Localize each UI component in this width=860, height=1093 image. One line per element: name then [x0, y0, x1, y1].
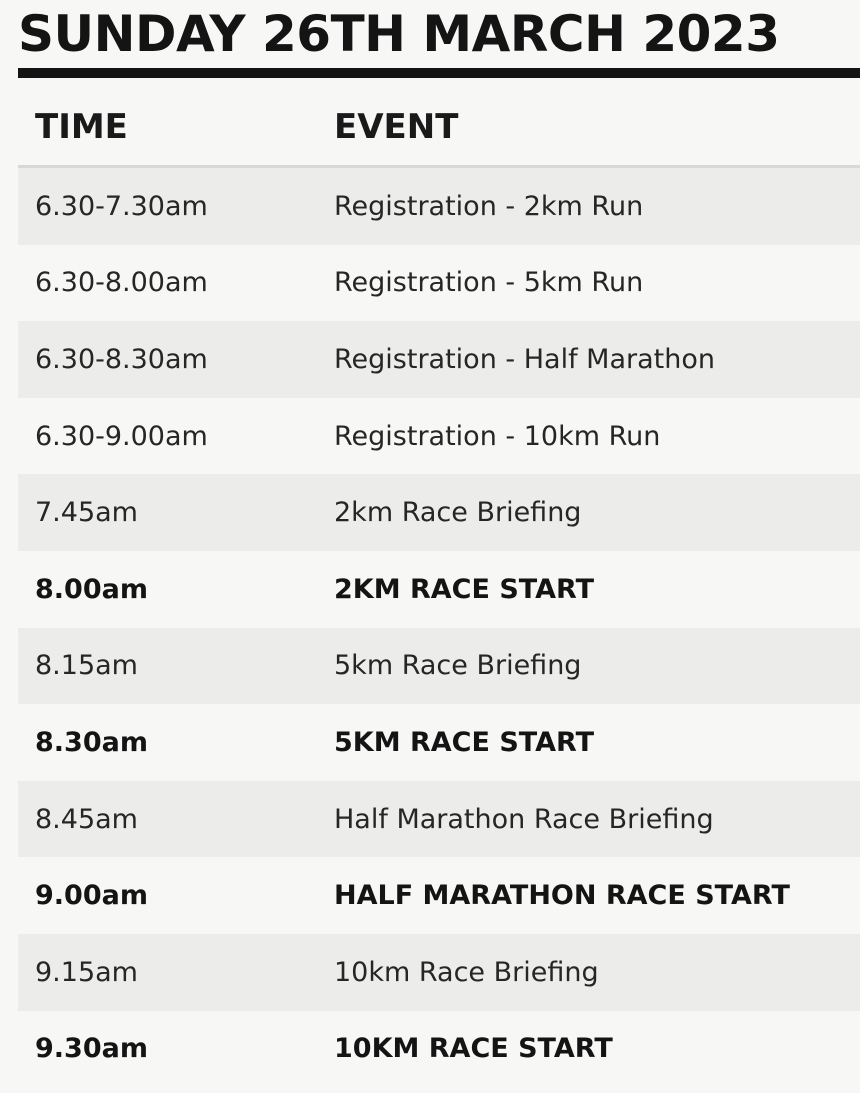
- table-header: [18, 88, 860, 168]
- schedule-table: [18, 88, 860, 1087]
- event-cell: Half Marathon Race Briefing: [334, 803, 714, 835]
- event-cell: HALF MARATHON RACE START: [334, 880, 790, 912]
- event-cell: 5KM RACE START: [334, 726, 594, 758]
- table-row: [18, 857, 860, 934]
- time-cell: 7.45am: [35, 497, 138, 529]
- table-row: [18, 321, 860, 398]
- table-row: [18, 398, 860, 475]
- time-cell: 9.15am: [35, 956, 138, 988]
- event-cell: Registration - Half Marathon: [334, 343, 715, 375]
- table-row: [18, 474, 860, 551]
- event-cell: Registration - 5km Run: [334, 267, 644, 299]
- event-cell: 10KM RACE START: [334, 1033, 613, 1065]
- time-cell: 8.15am: [35, 650, 138, 682]
- page-title: SUNDAY 26TH MARCH 2023: [18, 5, 780, 63]
- event-column-header: EVENT: [334, 106, 459, 147]
- event-cell: Registration - 10km Run: [334, 420, 661, 452]
- event-cell: 5km Race Briefing: [334, 650, 582, 682]
- time-cell: 6.30-8.30am: [35, 343, 208, 375]
- table-row: [18, 168, 860, 245]
- table-row: [18, 628, 860, 705]
- time-cell: 9.30am: [35, 1033, 148, 1065]
- event-cell: 2km Race Briefing: [334, 497, 582, 529]
- time-column-header: TIME: [35, 106, 128, 147]
- table-row: [18, 934, 860, 1011]
- table-row: [18, 1011, 860, 1088]
- event-cell: Registration - 2km Run: [334, 190, 644, 222]
- time-cell: 9.00am: [35, 880, 148, 912]
- schedule-rows: [18, 168, 860, 1087]
- table-row: [18, 781, 860, 858]
- time-cell: 6.30-8.00am: [35, 267, 208, 299]
- time-cell: 6.30-7.30am: [35, 190, 208, 222]
- table-row: [18, 245, 860, 322]
- table-row: [18, 551, 860, 628]
- time-cell: 8.00am: [35, 573, 148, 605]
- time-cell: 8.30am: [35, 726, 148, 758]
- title-divider: [18, 68, 860, 78]
- table-row: [18, 704, 860, 781]
- time-cell: 6.30-9.00am: [35, 420, 208, 452]
- time-cell: 8.45am: [35, 803, 138, 835]
- event-cell: 2KM RACE START: [334, 573, 594, 605]
- event-cell: 10km Race Briefing: [334, 956, 599, 988]
